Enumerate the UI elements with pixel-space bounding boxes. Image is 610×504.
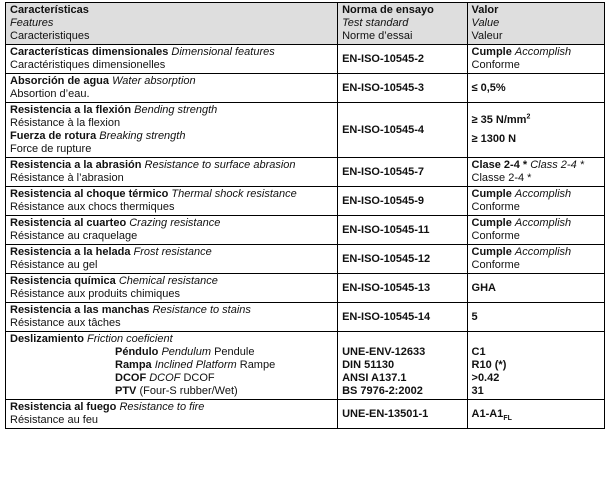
value-es: Clase 2-4 * (471, 159, 528, 171)
header-es: Norma de ensayo (342, 4, 434, 16)
standard-cell: EN-ISO-10545-2 (338, 45, 467, 74)
characteristics-table (5, 2, 605, 429)
table-row-slip (6, 332, 605, 400)
slip-method-fr: (Four-S rubber/Wet) (139, 385, 238, 397)
characteristics-sheet (5, 2, 605, 429)
characteristic-fr: Résistance au feu (10, 414, 99, 426)
slip-standard: ANSI A137.1 (342, 372, 407, 384)
table-row (6, 74, 605, 103)
standard-cell: EN-ISO-10545-13 (338, 274, 467, 303)
fire-class: A1-A1 (471, 407, 504, 420)
characteristic-fr: Résistance aux chocs thermiques (10, 201, 175, 213)
value-superscript: 2 (526, 113, 531, 121)
table-row (6, 303, 605, 332)
slip-method-fr: Pendule (214, 346, 255, 358)
header-fr: Norme d’essai (342, 30, 413, 42)
value-en: Accomplish (514, 246, 572, 258)
characteristic-fr: Résistance à l’abrasion (10, 172, 124, 184)
characteristic-cell (6, 332, 338, 400)
table-row (6, 400, 605, 429)
characteristic-en: Bending strength (134, 104, 218, 116)
characteristic-en: Resistance to fire (119, 401, 205, 413)
table-row (6, 158, 605, 187)
value-es: Cumple (471, 46, 512, 58)
characteristic-cell (6, 216, 338, 245)
value-en: Accomplish (514, 217, 572, 229)
characteristic-en: Frost resistance (133, 246, 212, 258)
value-cell: 5 (467, 303, 604, 332)
standard-cell (338, 332, 467, 400)
table-row (6, 45, 605, 74)
slip-method-en: Pendulum (161, 346, 211, 358)
characteristic-en: Thermal shock resistance (171, 188, 297, 200)
characteristic-cell (6, 303, 338, 332)
table-row (6, 103, 605, 158)
slip-method-es: Péndulo (115, 346, 159, 358)
characteristic-es: Resistencia al fuego (10, 401, 117, 413)
characteristic-en: Resistance to surface abrasion (144, 159, 296, 171)
value-cell (467, 400, 604, 429)
value-cell (467, 216, 604, 245)
characteristic-fr: Résistance à la flexion (10, 117, 121, 129)
characteristic-cell (6, 274, 338, 303)
standard-cell: EN-ISO-10545-3 (338, 74, 467, 103)
standard-cell: EN-ISO-10545-7 (338, 158, 467, 187)
slip-method-fr: DCOF (183, 372, 215, 384)
header-en: Test standard (342, 17, 409, 29)
characteristic-es: Deslizamiento (10, 333, 84, 345)
characteristic-en: Breaking strength (99, 130, 186, 142)
value-fr: Classe 2-4 * (471, 172, 532, 184)
table-row (6, 245, 605, 274)
slip-value: R10 (*) (471, 359, 507, 371)
slip-method-en: Inclined Platform (154, 359, 237, 371)
characteristic-es: Resistencia a las manchas (10, 304, 150, 316)
characteristic-cell (6, 74, 338, 103)
slip-value: >0.42 (471, 372, 500, 384)
characteristic-en: Friction coeficient (87, 333, 173, 345)
header-en: Features (10, 17, 54, 29)
value-force: ≥ 1300 N (471, 133, 517, 145)
slip-method-fr: Rampe (239, 359, 276, 371)
characteristic-fr: Force de rupture (10, 143, 92, 155)
header-fr: Valeur (471, 30, 503, 42)
characteristic-fr: Caractéristiques dimensionelles (10, 59, 166, 71)
characteristic-fr: Résistance aux tâches (10, 317, 121, 329)
value-fr: Conforme (471, 259, 520, 271)
standard-cell: EN-ISO-10545-12 (338, 245, 467, 274)
slip-value: 31 (471, 385, 484, 397)
characteristic-en: Dimensional features (171, 46, 275, 58)
characteristic-fr: Résistance aux produits chimiques (10, 288, 180, 300)
header-value (467, 3, 604, 45)
table-row (6, 274, 605, 303)
characteristic-cell (6, 400, 338, 429)
slip-method-es: PTV (115, 385, 137, 397)
value-en: Accomplish (514, 188, 572, 200)
slip-value: C1 (471, 346, 486, 358)
value-es: Cumple (471, 246, 512, 258)
characteristic-es: Resistencia a la flexión (10, 104, 132, 116)
standard-cell: EN-ISO-10545-14 (338, 303, 467, 332)
value-en: Accomplish (514, 46, 572, 58)
standard-cell: EN-ISO-10545-4 (338, 103, 467, 158)
characteristic-es: Resistencia a la abrasión (10, 159, 142, 171)
value-cell (467, 103, 604, 158)
value-fr: Conforme (471, 230, 520, 242)
value-cell (467, 187, 604, 216)
value-cell: ≤ 0,5% (467, 74, 604, 103)
header-en: Value (471, 17, 500, 29)
slip-method-es: Rampa (115, 359, 152, 371)
characteristic-en: Crazing resistance (129, 217, 221, 229)
characteristic-es: Resistencia química (10, 275, 116, 287)
value-fr: Conforme (471, 201, 520, 213)
slip-method-en: DCOF (149, 372, 181, 384)
value-fr: Conforme (471, 59, 520, 71)
header-es: Valor (471, 4, 499, 16)
value-en: Class 2-4 * (530, 159, 585, 171)
characteristic-cell (6, 245, 338, 274)
value-cell (467, 245, 604, 274)
characteristic-cell (6, 187, 338, 216)
characteristic-es: Características dimensionales (10, 46, 169, 58)
value-es: Cumple (471, 217, 512, 229)
value-strength: ≥ 35 N/mm (471, 114, 527, 126)
characteristic-en: Chemical resistance (118, 275, 218, 287)
characteristic-es: Fuerza de rotura (10, 130, 97, 142)
characteristic-en: Resistance to stains (152, 304, 251, 316)
header-es: Características (10, 4, 89, 16)
table-row (6, 187, 605, 216)
header-characteristics (6, 3, 338, 45)
header-standard (338, 3, 467, 45)
characteristic-fr: Résistance au craquelage (10, 230, 138, 242)
value-cell (467, 158, 604, 187)
table-header-row (6, 3, 605, 45)
characteristic-fr: Résistance au gel (10, 259, 98, 271)
characteristic-es: Resistencia al choque térmico (10, 188, 169, 200)
characteristic-en: Water absorption (112, 75, 196, 87)
characteristic-fr: Absortion d’eau. (10, 88, 90, 100)
value-cell (467, 332, 604, 400)
fire-class-subscript: FL (503, 414, 512, 422)
header-fr: Caracteristiques (10, 30, 90, 42)
standard-cell: UNE-EN-13501-1 (338, 400, 467, 429)
value-cell (467, 45, 604, 74)
slip-standard: BS 7976-2:2002 (342, 385, 423, 397)
slip-method-es: DCOF (115, 372, 147, 384)
characteristic-cell (6, 45, 338, 74)
characteristic-cell (6, 103, 338, 158)
slip-standard: UNE-ENV-12633 (342, 346, 426, 358)
value-es: Cumple (471, 188, 512, 200)
value-cell: GHA (467, 274, 604, 303)
standard-cell: EN-ISO-10545-11 (338, 216, 467, 245)
characteristic-es: Resistencia al cuarteo (10, 217, 127, 229)
characteristic-es: Resistencia a la helada (10, 246, 131, 258)
table-row (6, 216, 605, 245)
characteristic-es: Absorción de agua (10, 75, 110, 87)
slip-standard: DIN 51130 (342, 359, 395, 371)
characteristic-cell (6, 158, 338, 187)
standard-cell: EN-ISO-10545-9 (338, 187, 467, 216)
